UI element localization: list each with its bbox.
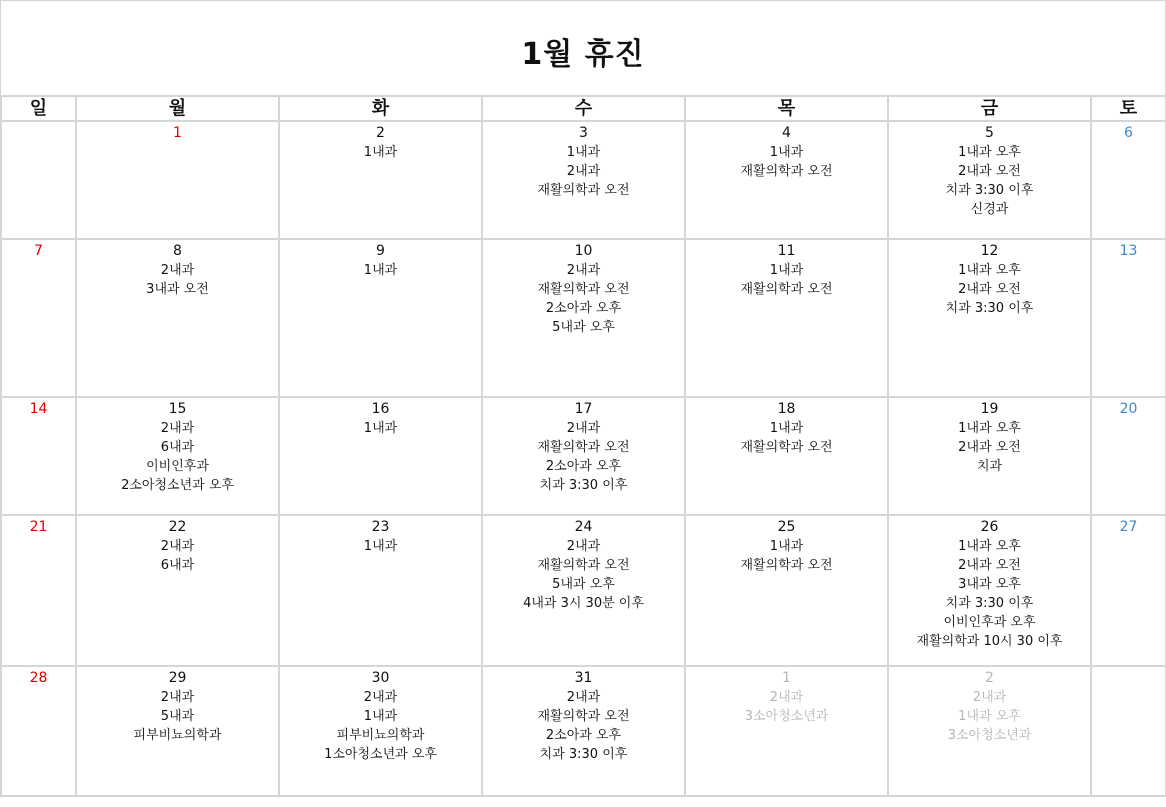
calendar-grid — [0, 95, 1166, 797]
closure-event: 1내과 — [769, 421, 804, 436]
day-number: 31 — [574, 670, 593, 686]
day-number: 6 — [1124, 125, 1133, 141]
week-row — [1, 239, 1166, 397]
day-number: 13 — [1119, 243, 1138, 259]
day-cell[interactable] — [279, 121, 482, 239]
closure-event: 3소아청소년과 — [744, 709, 829, 724]
closure-event: 1내과 — [363, 145, 398, 160]
day-cell[interactable] — [1091, 397, 1166, 515]
closure-event: 1내과 — [363, 421, 398, 436]
closure-event: 치과 3:30 이후 — [539, 478, 628, 493]
weekday-tue: 화 — [279, 96, 482, 121]
day-cell[interactable] — [76, 239, 279, 397]
day-cell[interactable] — [482, 515, 685, 666]
closure-event: 재활의학과 10시 30 이후 — [916, 634, 1063, 649]
day-number: 24 — [574, 519, 593, 535]
title-bar — [0, 0, 1166, 96]
day-number: 7 — [34, 243, 43, 259]
day-number: 28 — [29, 670, 48, 686]
day-number: 18 — [777, 401, 796, 417]
closure-event: 6내과 — [160, 440, 195, 455]
week-row — [1, 666, 1166, 796]
day-number: 23 — [371, 519, 390, 535]
closure-event: 치과 3:30 이후 — [945, 301, 1034, 316]
closure-event: 2내과 — [160, 690, 195, 705]
day-number: 9 — [376, 243, 385, 259]
day-number: 30 — [371, 670, 390, 686]
closure-event: 1내과 오후 — [958, 421, 1021, 436]
closure-event: 1내과 — [363, 709, 398, 724]
day-cell[interactable] — [482, 239, 685, 397]
day-cell[interactable] — [279, 397, 482, 515]
closure-event: 1내과 오후 — [958, 145, 1021, 160]
closure-event: 1소아청소년과 오후 — [324, 747, 437, 762]
closure-event: 3내과 오전 — [146, 282, 209, 297]
closure-event: 2소아과 오후 — [545, 728, 622, 743]
closure-event: 2내과 오전 — [958, 164, 1021, 179]
closure-event: 2소아청소년과 오후 — [121, 478, 234, 493]
day-number: 4 — [782, 125, 791, 141]
weekday-fri: 금 — [888, 96, 1091, 121]
day-number: 10 — [574, 243, 593, 259]
day-cell[interactable] — [279, 666, 482, 796]
closure-event: 3내과 오후 — [958, 577, 1021, 592]
closure-event: 재활의학과 오전 — [537, 440, 630, 455]
closure-event: 2내과 오전 — [958, 440, 1021, 455]
day-cell[interactable] — [482, 121, 685, 239]
day-cell[interactable] — [482, 666, 685, 796]
day-number: 1 — [782, 670, 791, 686]
day-number: 22 — [168, 519, 187, 535]
closure-event: 재활의학과 오전 — [740, 558, 833, 573]
day-cell[interactable] — [279, 515, 482, 666]
day-number: 21 — [29, 519, 48, 535]
closure-event: 1내과 오후 — [958, 709, 1021, 724]
closure-event: 2내과 — [363, 690, 398, 705]
closure-event: 1내과 — [566, 145, 601, 160]
closure-event: 1내과 — [769, 263, 804, 278]
closure-event: 2내과 — [160, 539, 195, 554]
closure-event: 재활의학과 오전 — [537, 183, 630, 198]
closure-event: 2소아과 오후 — [545, 459, 622, 474]
closure-event: 피부비뇨의학과 — [336, 728, 425, 743]
closure-event: 3소아청소년과 — [947, 728, 1032, 743]
closure-event: 1내과 — [363, 539, 398, 554]
day-cell[interactable] — [888, 397, 1091, 515]
closure-event: 2내과 오전 — [958, 558, 1021, 573]
closure-event: 이비인후과 오후 — [943, 615, 1036, 630]
day-cell[interactable] — [1091, 515, 1166, 666]
day-cell[interactable] — [76, 397, 279, 515]
weekday-thu: 목 — [685, 96, 888, 121]
day-cell[interactable] — [685, 666, 888, 796]
closure-event: 2내과 — [566, 421, 601, 436]
day-number: 16 — [371, 401, 390, 417]
closure-event: 5내과 — [160, 709, 195, 724]
day-cell[interactable] — [1091, 121, 1166, 239]
day-cell[interactable] — [888, 515, 1091, 666]
closure-event: 5내과 오후 — [552, 320, 615, 335]
page-title: 1월 휴진 — [521, 37, 645, 72]
day-cell[interactable] — [888, 239, 1091, 397]
closure-event: 1내과 — [769, 539, 804, 554]
closure-event: 재활의학과 오전 — [740, 440, 833, 455]
week-row — [1, 515, 1166, 666]
day-number: 3 — [579, 125, 588, 141]
day-number: 15 — [168, 401, 187, 417]
day-number: 14 — [29, 401, 48, 417]
closure-event: 2내과 — [769, 690, 804, 705]
closure-event: 5내과 오후 — [552, 577, 615, 592]
weekday-sun: 일 — [1, 96, 76, 121]
day-cell[interactable] — [888, 666, 1091, 796]
closure-event: 2내과 오전 — [958, 282, 1021, 297]
day-number: 29 — [168, 670, 187, 686]
closure-event: 1내과 — [769, 145, 804, 160]
closure-event: 치과 3:30 이후 — [945, 183, 1034, 198]
day-number: 26 — [980, 519, 999, 535]
day-number: 25 — [777, 519, 796, 535]
closure-event: 재활의학과 오전 — [740, 282, 833, 297]
week-row — [1, 121, 1166, 239]
day-cell[interactable] — [482, 397, 685, 515]
closure-event: 재활의학과 오전 — [537, 709, 630, 724]
day-number: 20 — [1119, 401, 1138, 417]
weekday-wed: 수 — [482, 96, 685, 121]
day-cell[interactable] — [1, 121, 76, 239]
closure-event: 6내과 — [160, 558, 195, 573]
day-number: 12 — [980, 243, 999, 259]
day-cell[interactable] — [888, 121, 1091, 239]
day-cell[interactable] — [76, 666, 279, 796]
closure-event: 2내과 — [160, 263, 195, 278]
day-cell[interactable] — [685, 515, 888, 666]
closure-event: 1내과 오후 — [958, 539, 1021, 554]
closure-event: 재활의학과 오전 — [740, 164, 833, 179]
day-cell[interactable] — [685, 239, 888, 397]
closure-event: 2내과 — [566, 690, 601, 705]
closure-event: 피부비뇨의학과 — [133, 728, 222, 743]
day-cell[interactable] — [1, 666, 76, 796]
day-cell[interactable] — [1, 515, 76, 666]
closure-event: 신경과 — [970, 202, 1009, 217]
day-number: 17 — [574, 401, 593, 417]
day-number: 2 — [376, 125, 385, 141]
day-number: 11 — [777, 243, 796, 259]
closure-event: 치과 3:30 이후 — [539, 747, 628, 762]
weekday-header-row — [1, 96, 1166, 121]
closure-event: 치과 3:30 이후 — [945, 596, 1034, 611]
day-cell[interactable] — [76, 515, 279, 666]
closure-event: 2내과 — [566, 539, 601, 554]
day-cell[interactable] — [685, 121, 888, 239]
day-number: 19 — [980, 401, 999, 417]
closure-event: 2내과 — [566, 164, 601, 179]
closure-event: 4내과 3시 30분 이후 — [523, 596, 644, 611]
day-cell[interactable] — [279, 239, 482, 397]
day-cell[interactable] — [1091, 666, 1166, 796]
closure-event: 치과 — [976, 459, 1003, 474]
day-cell[interactable] — [76, 121, 279, 239]
day-cell[interactable] — [1091, 239, 1166, 397]
day-cell[interactable] — [685, 397, 888, 515]
weekday-sat: 토 — [1091, 96, 1166, 121]
closure-event: 2내과 — [160, 421, 195, 436]
closure-event: 1내과 오후 — [958, 263, 1021, 278]
day-number: 1 — [173, 125, 182, 141]
closure-event: 2내과 — [566, 263, 601, 278]
closure-event: 2소아과 오후 — [545, 301, 622, 316]
week-row — [1, 397, 1166, 515]
closure-event: 재활의학과 오전 — [537, 558, 630, 573]
closure-event: 1내과 — [363, 263, 398, 278]
day-number: 2 — [985, 670, 994, 686]
day-number: 27 — [1119, 519, 1138, 535]
closure-event: 재활의학과 오전 — [537, 282, 630, 297]
day-cell[interactable] — [1, 397, 76, 515]
day-number: 5 — [985, 125, 994, 141]
day-number: 8 — [173, 243, 182, 259]
weekday-mon: 월 — [76, 96, 279, 121]
closure-event: 2내과 — [972, 690, 1007, 705]
closure-event: 이비인후과 — [146, 459, 209, 474]
day-cell[interactable] — [1, 239, 76, 397]
